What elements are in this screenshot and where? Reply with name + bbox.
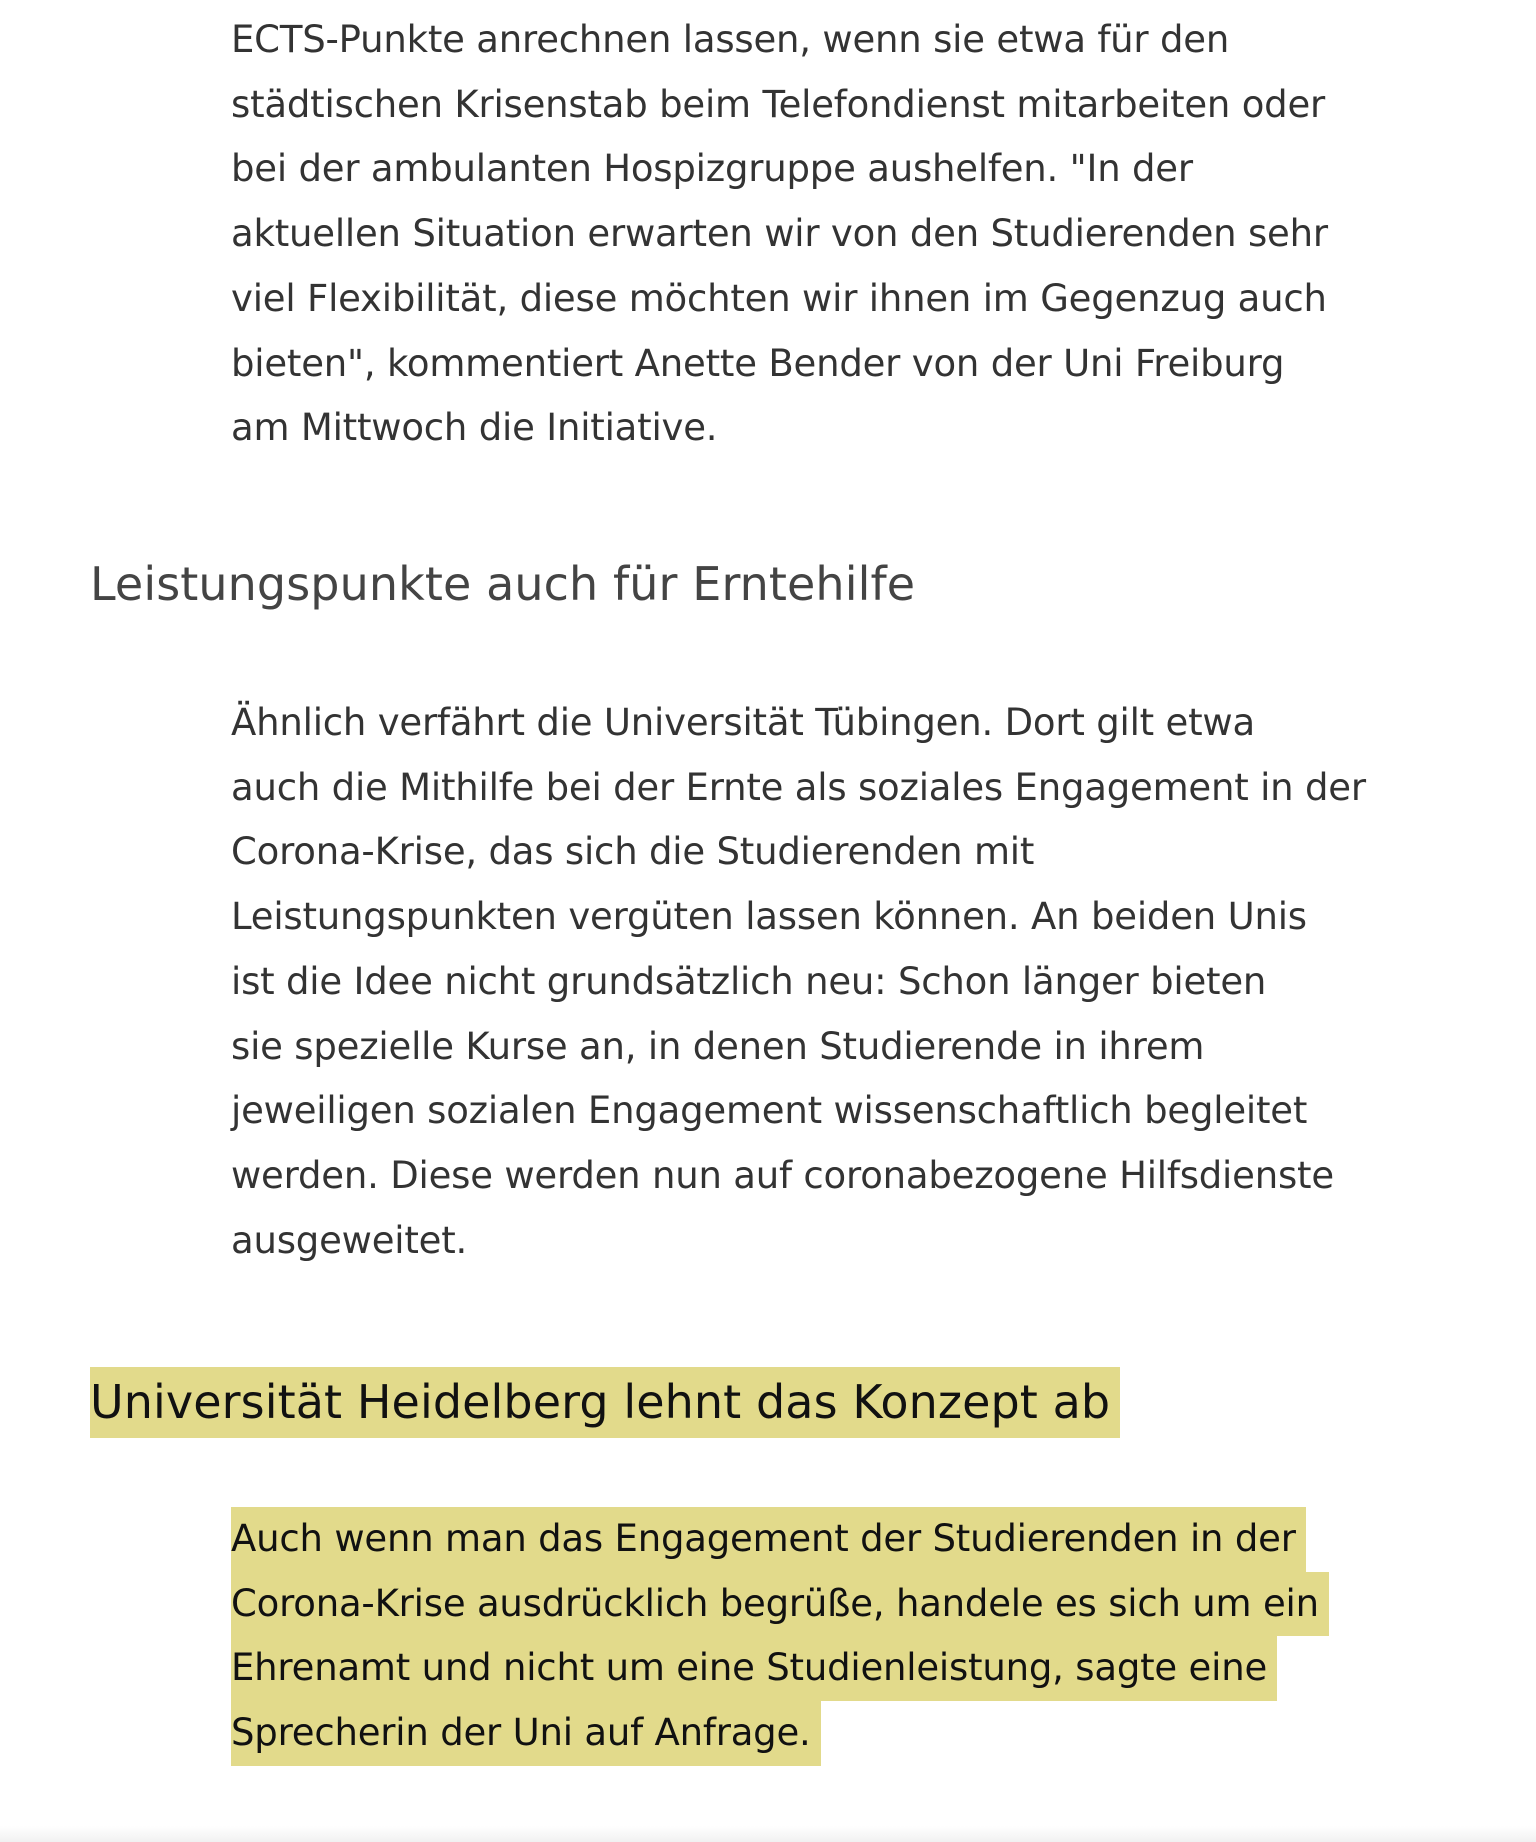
paragraph-line <box>231 1636 1371 1701</box>
paragraph-line: Ähnlich verfährt die Universität Tübingen. Dort gilt etwa <box>231 701 1255 744</box>
paragraph-line: viel Flexibilität, diese möchten wir ihnen im Gegenzug auch <box>231 276 1327 320</box>
paragraph-line: aktuellen Situation erwarten wir von den Studierenden sehr <box>231 212 1328 256</box>
paragraph-line: Leistungspunkten vergüten lassen können. An beiden Unis <box>231 895 1307 939</box>
paragraph-line: bei der ambulanten Hospizgruppe aushelfen. "In der <box>231 147 1193 191</box>
section-heading: Leistungspunkte auch für Erntehilfe <box>90 557 916 611</box>
article-paragraph <box>231 691 1371 1273</box>
paragraph-line: am Mittwoch die Initiative. <box>231 406 718 450</box>
highlighted-text[interactable]: Auch wenn man das Engagement der Studierenden in der <box>231 1507 1306 1572</box>
paragraph-line <box>231 1507 1371 1572</box>
highlighted-section-heading[interactable]: Universität Heidelberg lehnt das Konzept ab <box>90 1367 1120 1438</box>
paragraph-line: städtischen Krisenstab beim Telefondienst mitarbeiten oder <box>231 82 1326 126</box>
highlighted-text[interactable]: Ehrenamt und nicht um eine Studienleistung, sagte eine <box>231 1636 1277 1701</box>
bottom-edge-shadow <box>0 1826 1536 1842</box>
paragraph-line: sie spezielle Kurse an, in denen Studierende in ihrem <box>231 1024 1205 1068</box>
paragraph-line: auch die Mithilfe bei der Ernte als soziales Engagement in der <box>231 765 1366 809</box>
paragraph-line <box>231 1701 1371 1766</box>
highlighted-text[interactable]: Sprecherin der Uni auf Anfrage. <box>231 1701 821 1766</box>
highlighted-paragraph[interactable] <box>231 1507 1371 1766</box>
paragraph-line: ausgeweitet. <box>231 1218 468 1262</box>
paragraph-line: werden. Diese werden nun auf coronabezogene Hilfsdienste <box>231 1153 1334 1197</box>
paragraph-line: ECTS-Punkte anrechnen lassen, wenn sie etwa für den <box>231 18 1230 61</box>
paragraph-line: bieten", kommentiert Anette Bender von der Uni Freiburg <box>231 341 1285 385</box>
highlighted-text[interactable]: Corona-Krise ausdrücklich begrüße, handele es sich um ein <box>231 1572 1329 1637</box>
article-paragraph <box>231 8 1371 461</box>
paragraph-line: jeweiligen sozialen Engagement wissenschaftlich begleitet <box>231 1089 1308 1133</box>
paragraph-line <box>231 1572 1371 1637</box>
paragraph-line: ist die Idee nicht grundsätzlich neu: Schon länger bieten <box>231 959 1267 1003</box>
paragraph-line: Corona-Krise, das sich die Studierenden mit <box>231 830 1035 874</box>
